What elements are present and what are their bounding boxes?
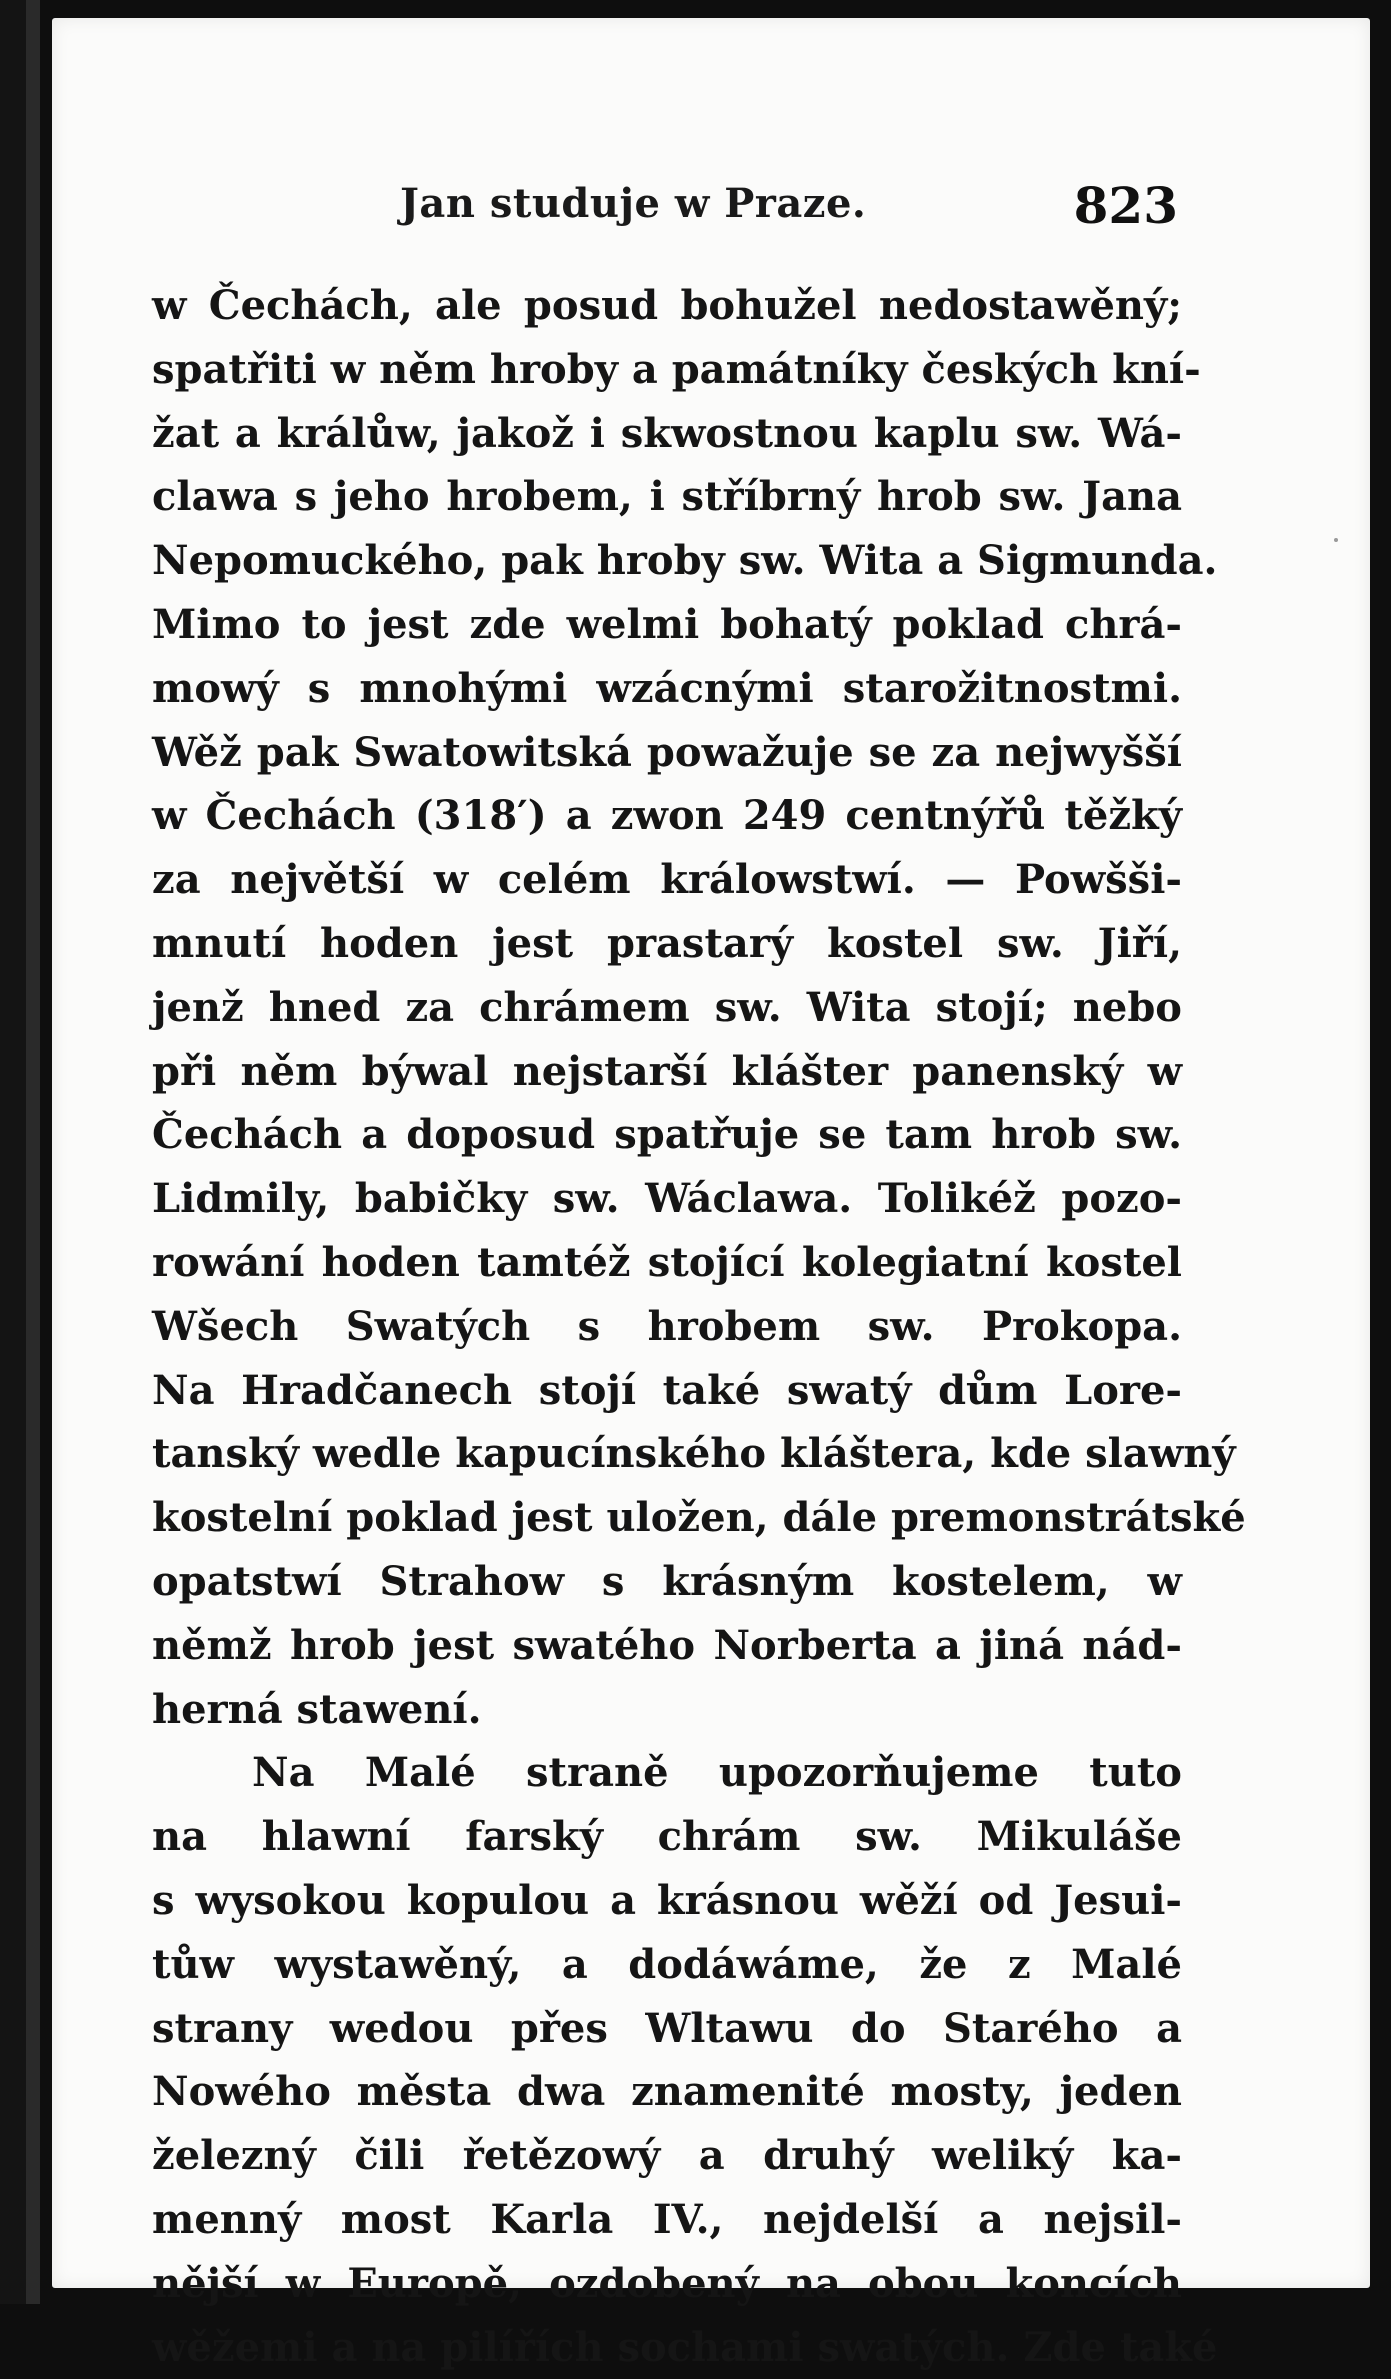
body-text (152, 274, 1182, 2379)
text-line: jenž hned za chrámem sw. Wita stojí; nebo (152, 976, 1182, 1040)
text-line: mowý s mnohými wzácnými starožitnostmi. (152, 657, 1182, 721)
text-line: Lidmily, babičky sw. Wáclawa. Tolikéž pozo- (152, 1167, 1182, 1231)
binding-strip (26, 0, 40, 2304)
text-line: tanský wedle kapucínského kláštera, kde slawný (152, 1422, 1182, 1486)
page-header (52, 180, 1370, 244)
text-line: Wěž pak Swatowitská powažuje se za nejwyšší (152, 721, 1182, 785)
text-line: žat a králůw, jakož i skwostnou kaplu sw. Wá- (152, 402, 1182, 466)
text-line: rowání hoden tamtéž stojící kolegiatní kostel (152, 1231, 1182, 1295)
text-line: němž hrob jest swatého Norberta a jiná nád- (152, 1614, 1182, 1678)
text-line: strany wedou přes Wltawu do Starého a (152, 1997, 1182, 2061)
text-line: clawa s jeho hrobem, i stříbrný hrob sw. Jana (152, 465, 1182, 529)
text-line: Wšech Swatých s hrobem sw. Prokopa. (152, 1295, 1182, 1359)
text-line: s wysokou kopulou a krásnou wěží od Jesui- (152, 1869, 1182, 1933)
text-line: mnutí hoden jest prastarý kostel sw. Jiří, (152, 912, 1182, 976)
text-line: Mimo to jest zde welmi bohatý poklad chrá- (152, 593, 1182, 657)
running-title: Jan studuje w Praze. (400, 180, 866, 227)
page-number: 823 (1074, 176, 1178, 235)
text-line: menný most Karla IV., nejdelší a nejsil- (152, 2188, 1182, 2252)
text-line: za největší w celém králowstwí. — Powšši- (152, 848, 1182, 912)
text-line: w Čechách, ale posud bohužel nedostawěný; (152, 274, 1182, 338)
text-line: Nepomuckého, pak hroby sw. Wita a Sigmunda. (152, 529, 1182, 593)
text-line: nější w Europě, ozdobený na obou koncích (152, 2252, 1182, 2316)
text-line: opatstwí Strahow s krásným kostelem, w (152, 1550, 1182, 1614)
text-line: při něm býwal nejstarší klášter panenský w (152, 1040, 1182, 1104)
paragraph-last-line: herná stawení. (152, 1678, 1182, 1742)
book-page (52, 18, 1370, 2288)
page-speck (1334, 538, 1338, 542)
text-line: w Čechách (318′) a zwon 249 centnýřů těžký (152, 784, 1182, 848)
text-line: wěžemi a na pilířích sochami swatých. Zde také (152, 2316, 1182, 2379)
text-line: spatřiti w něm hroby a památníky českých kní- (152, 338, 1182, 402)
text-line: na hlawní farský chrám sw. Mikuláše (152, 1805, 1182, 1869)
text-line: Čechách a doposud spatřuje se tam hrob sw. (152, 1103, 1182, 1167)
text-line: tůw wystawěný, a dodáwáme, že z Malé (152, 1933, 1182, 1997)
text-line: Na Hradčanech stojí také swatý dům Lore- (152, 1359, 1182, 1423)
text-line: železný čili řetězowý a druhý weliký ka- (152, 2124, 1182, 2188)
text-line: kostelní poklad jest uložen, dále premonstrátské (152, 1486, 1182, 1550)
text-line: Nowého města dwa znamenité mosty, jeden (152, 2060, 1182, 2124)
page-edge-left (0, 0, 26, 2304)
paragraph-first-line: Na Malé straně upozorňujeme tuto (152, 1741, 1182, 1805)
